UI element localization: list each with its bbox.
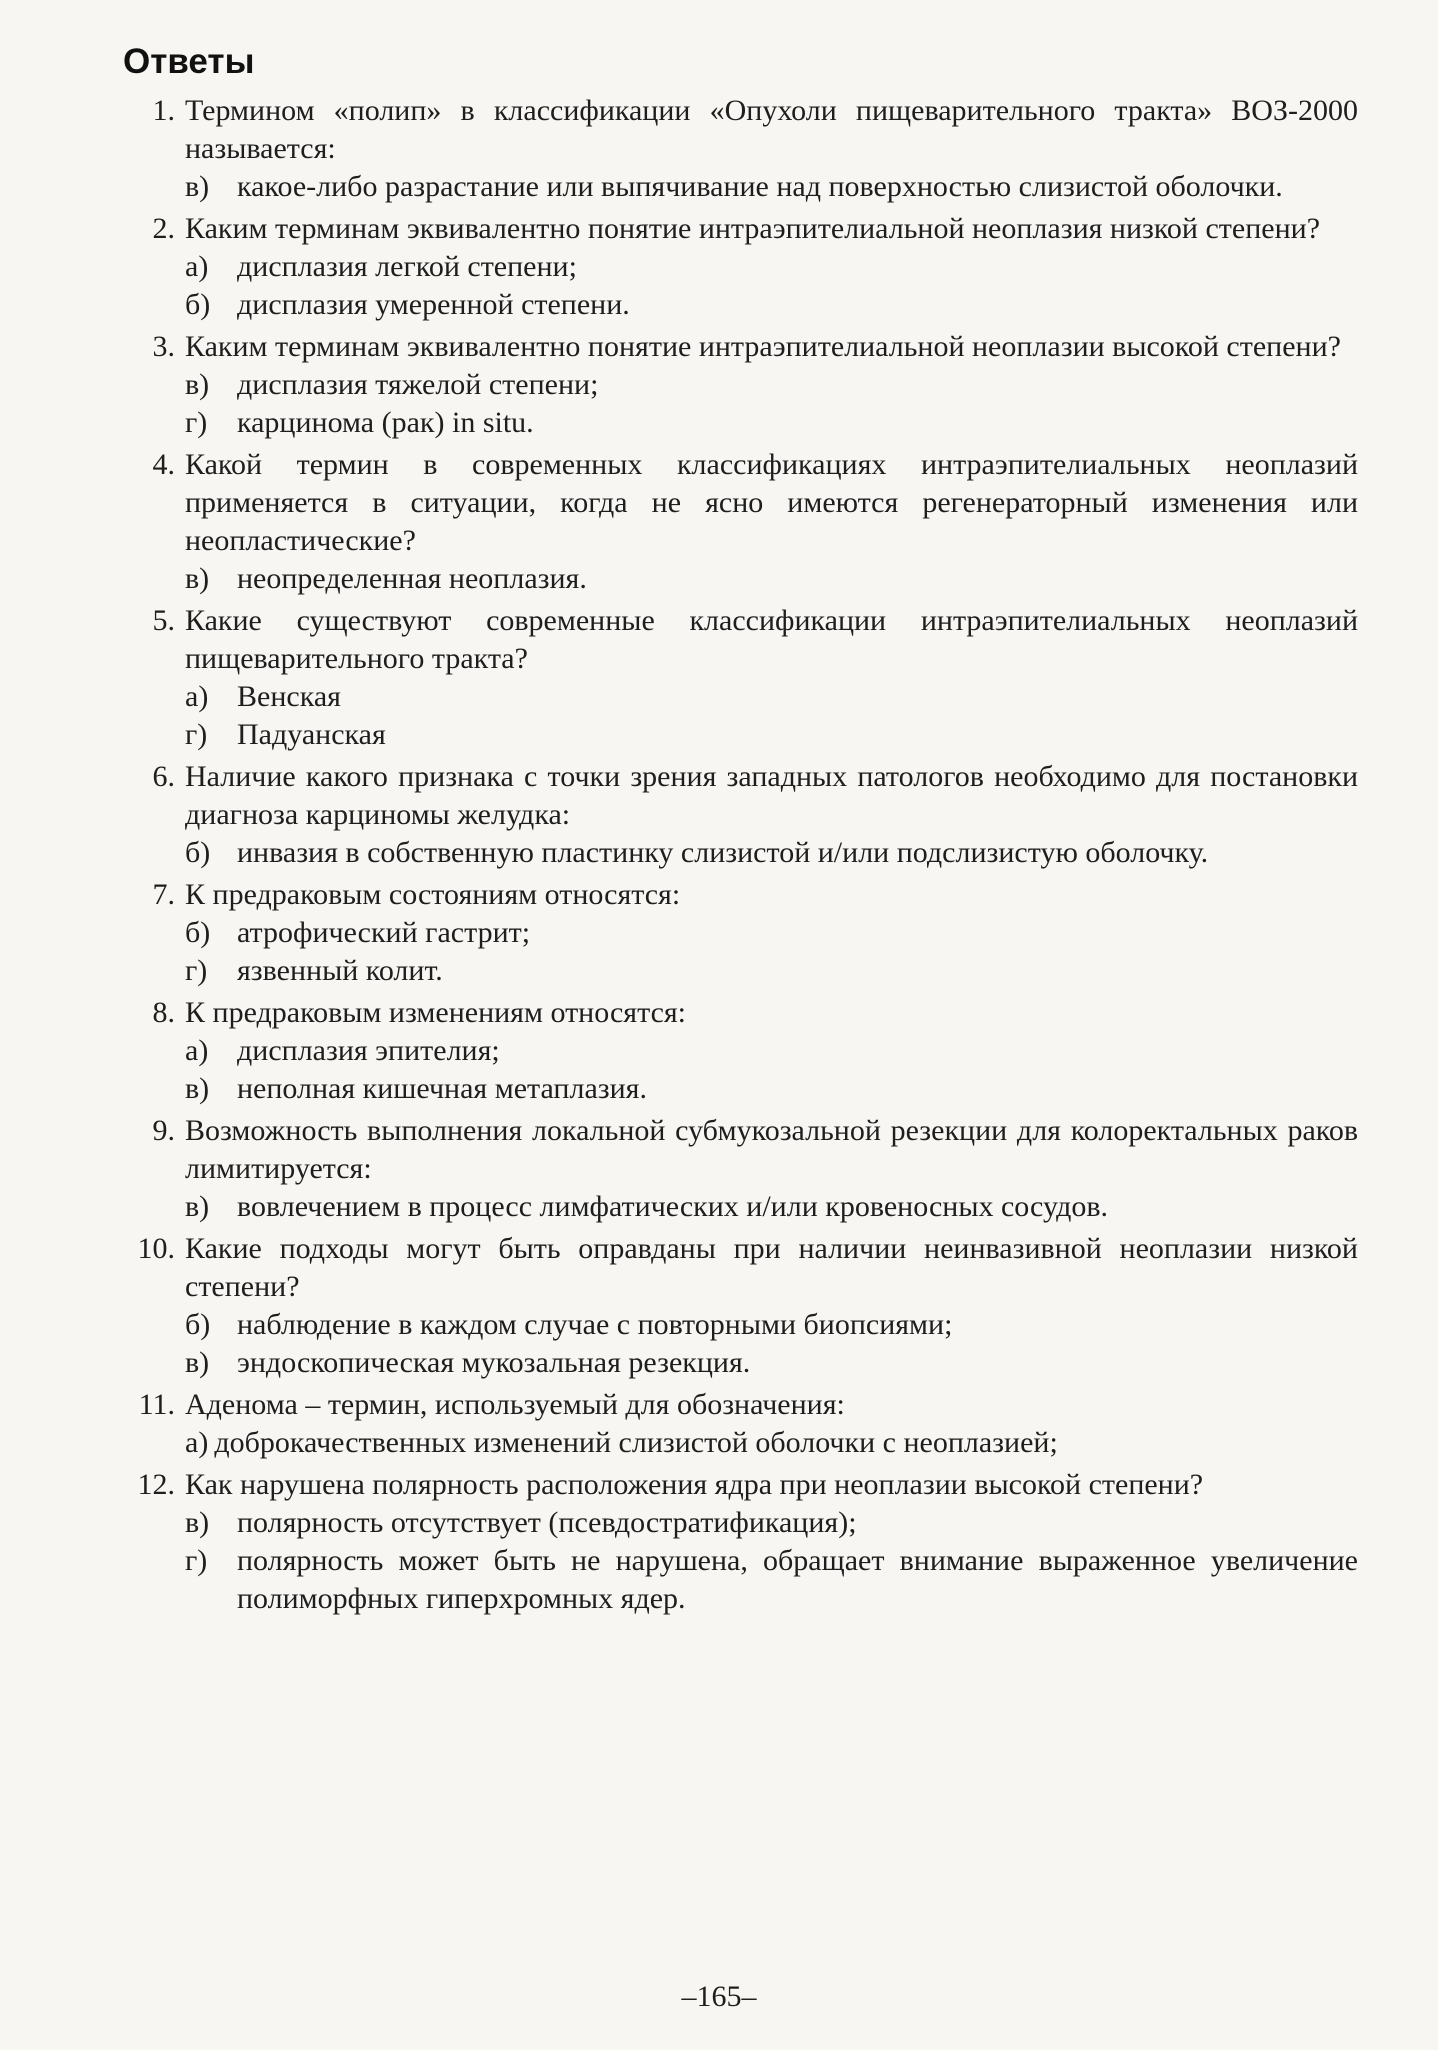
answer-letter: а) <box>185 680 209 713</box>
question-item <box>123 1466 1358 1618</box>
question-number: 12. <box>137 1468 175 1501</box>
question-number: 6. <box>152 760 175 793</box>
question-item <box>123 994 1358 1108</box>
answer-letter: в) <box>185 1072 210 1105</box>
question-number: 9. <box>152 1114 175 1147</box>
answer-text: дисплазия тяжелой степени; <box>237 368 599 401</box>
question-text: Какой термин в современных классификациях интраэпителиальных неоплазий применяется в ситуации, когда не ясно имеются регенераторный изменения или неопластические? <box>185 448 1358 557</box>
answer-text: вовлечением в процесс лимфатических и/или кровеносных сосудов. <box>237 1190 1108 1223</box>
question-number: 5. <box>152 604 175 637</box>
answer-text: дисплазия эпителия; <box>237 1034 500 1067</box>
answer-letter: в) <box>185 1346 210 1379</box>
answer-letter: а) <box>185 1426 209 1459</box>
answer-option <box>185 1542 1358 1618</box>
answer-letter: а) <box>185 1034 209 1067</box>
answer-option <box>185 168 1358 206</box>
answer-text: полярность отсутствует (псевдостратификация); <box>237 1506 857 1539</box>
question-number: 11. <box>138 1388 175 1421</box>
question-text: Термином «полип» в классификации «Опухоли пищеварительного тракта» ВОЗ-2000 называется: <box>185 94 1358 165</box>
question-text: Какие существуют современные классификации интраэпителиальных неоплазий пищеварительного тракта? <box>185 604 1358 675</box>
question-number: 8. <box>152 996 175 1029</box>
answer-option <box>185 678 1358 716</box>
question-number: 3. <box>152 330 175 363</box>
answer-letter: в) <box>185 562 210 595</box>
question-text: Каким терминам эквивалентно понятие интраэпителиальной неоплазии высокой степени? <box>185 330 1341 363</box>
answer-text: полярность может быть не нарушена, обращает внимание выраженное увеличение полиморфных гиперхромных ядер. <box>237 1544 1358 1615</box>
question-text: Как нарушена полярность расположения ядра при неоплазии высокой степени? <box>185 1468 1204 1501</box>
answer-text: доброкачественных изменений слизистой оболочки с неоплазией; <box>214 1426 1058 1459</box>
answer-option <box>185 366 1358 404</box>
question-item <box>123 328 1358 442</box>
question-text: К предраковым состояниям относятся: <box>185 878 681 911</box>
page-content <box>123 40 1358 1618</box>
answer-option <box>185 952 1358 990</box>
answer-option <box>185 1032 1358 1070</box>
answer-text: атрофический гастрит; <box>237 916 531 949</box>
question-number: 10. <box>137 1232 175 1265</box>
answer-option <box>185 1070 1358 1108</box>
question-item <box>123 1230 1358 1382</box>
question-text: Наличие какого признака с точки зрения западных патологов необходимо для постановки диагноза карциномы желудка: <box>185 760 1358 831</box>
answer-text: эндоскопическая мукозальная резекция. <box>237 1346 751 1379</box>
answers-list <box>123 92 1358 1618</box>
answer-letter: г) <box>185 1544 208 1577</box>
answer-text: наблюдение в каждом случае с повторными биопсиями; <box>237 1308 953 1341</box>
question-text: К предраковым изменениям относятся: <box>185 996 687 1029</box>
answer-option <box>185 1504 1358 1542</box>
section-heading: Ответы <box>123 42 255 81</box>
answer-option <box>185 1306 1358 1344</box>
answer-option <box>185 560 1358 598</box>
answer-option <box>185 914 1358 952</box>
question-number: 2. <box>152 212 175 245</box>
answer-letter: б) <box>185 288 211 321</box>
question-item <box>123 602 1358 754</box>
question-item <box>123 1386 1358 1462</box>
question-item <box>123 1112 1358 1226</box>
answer-option <box>185 716 1358 754</box>
answer-letter: в) <box>185 1506 210 1539</box>
answer-letter: б) <box>185 916 211 949</box>
answer-option <box>185 1344 1358 1382</box>
answer-option <box>185 248 1358 286</box>
answer-option <box>185 1188 1358 1226</box>
answer-option <box>185 286 1358 324</box>
question-text: Аденома – термин, используемый для обозначения: <box>185 1388 845 1421</box>
question-item <box>123 446 1358 598</box>
question-item <box>123 92 1358 206</box>
answer-text: карцинома (рак) in situ. <box>237 406 534 439</box>
question-text: Каким терминам эквивалентно понятие интраэпителиальной неоплазия низкой степени? <box>185 212 1321 245</box>
answer-letter: в) <box>185 368 210 401</box>
answer-letter: в) <box>185 170 210 203</box>
answer-text: какое-либо разрастание или выпячивание над поверхностью слизистой оболочки. <box>237 170 1283 203</box>
answer-letter: г) <box>185 954 208 987</box>
question-item <box>123 758 1358 872</box>
answer-option <box>185 1424 1358 1462</box>
answer-text: Венская <box>237 680 341 713</box>
question-item <box>123 210 1358 324</box>
answer-text: Падуанская <box>237 718 386 751</box>
question-number: 4. <box>152 448 175 481</box>
answer-letter: г) <box>185 406 208 439</box>
answer-option <box>185 404 1358 442</box>
answer-letter: б) <box>185 1308 211 1341</box>
answer-letter: а) <box>185 250 209 283</box>
question-text: Возможность выполнения локальной субмукозальной резекции для колоректальных раков лимитируется: <box>185 1114 1358 1185</box>
question-text: Какие подходы могут быть оправданы при наличии неинвазивной неоплазии низкой степени? <box>185 1232 1358 1303</box>
answer-text: дисплазия легкой степени; <box>237 250 577 283</box>
answer-letter: г) <box>185 718 208 751</box>
question-number: 1. <box>152 94 175 127</box>
answer-letter: б) <box>185 836 211 869</box>
answer-text: инвазия в собственную пластинку слизистой и/или подслизистую оболочку. <box>237 836 1209 869</box>
answer-text: неполная кишечная метаплазия. <box>237 1072 647 1105</box>
answer-letter: в) <box>185 1190 210 1223</box>
question-number: 7. <box>152 878 175 911</box>
page-number: –165– <box>681 1980 757 2013</box>
answer-text: язвенный колит. <box>237 954 443 987</box>
question-item <box>123 876 1358 990</box>
answer-text: дисплазия умеренной степени. <box>237 288 630 321</box>
answer-text: неопределенная неоплазия. <box>237 562 587 595</box>
answer-option <box>185 834 1358 872</box>
